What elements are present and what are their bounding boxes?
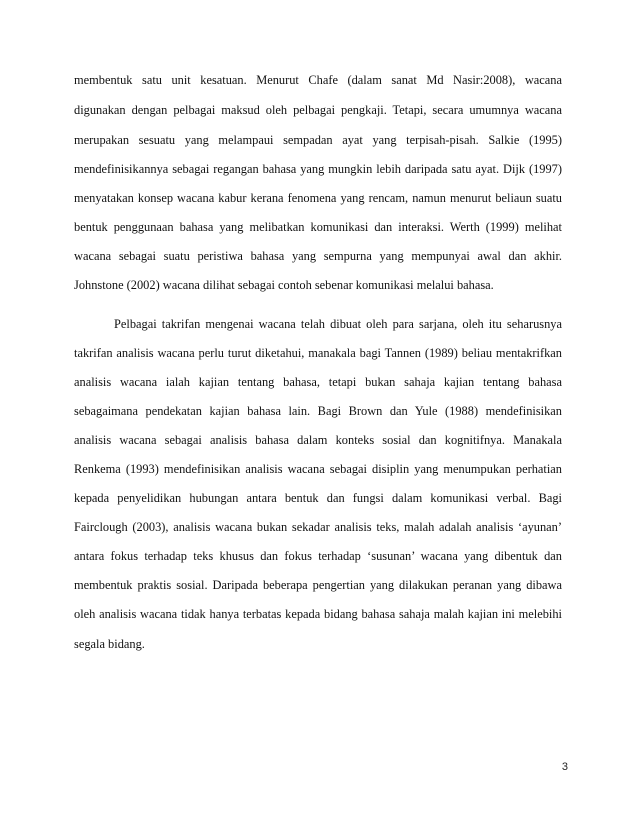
text-line: menyatakan konsep wacana kabur kerana fenomena yang rencam, namun menurut beliaun suatu bbox=[74, 191, 562, 205]
text-line: digunakan dengan pelbagai maksud oleh pelbagai pengkaji. Tetapi, secara umumnya wacana bbox=[74, 103, 562, 117]
page-number: 3 bbox=[561, 761, 568, 773]
text-line: wacana sebagai suatu peristiwa bahasa yang sempurna yang mempunyai awal dan akhir. bbox=[74, 249, 562, 263]
text-line: Fairclough (2003), analisis wacana bukan sekadar analisis teks, malah adalah analisis ‘ayunan’ bbox=[74, 520, 562, 534]
text-line: analisis wacana ialah kajian tentang bahasa, tetapi bukan sahaja kajian tentang bahasa bbox=[74, 375, 562, 389]
text-line: merupakan sesuatu yang melampaui sempadan ayat yang terpisah-pisah. Salkie (1995) bbox=[74, 133, 562, 147]
text-line: antara fokus terhadap teks khusus dan fokus terhadap ‘susunan’ wacana yang dibentuk dan bbox=[74, 549, 562, 563]
text-line: Pelbagai takrifan mengenai wacana telah dibuat oleh para sarjana, oleh itu seharusnya bbox=[114, 317, 562, 331]
text-line: mendefinisikannya sebagai regangan bahasa yang mungkin lebih daripada satu ayat. Dijk (1997) bbox=[74, 162, 562, 176]
text-line: oleh analisis wacana tidak hanya terbatas kepada bidang bahasa sahaja malah kajian ini melebihi bbox=[74, 607, 562, 621]
text-line: Johnstone (2002) wacana dilihat sebagai contoh sebenar komunikasi melalui bahasa. bbox=[74, 278, 494, 292]
text-line: kepada penyelidikan hubungan antara bentuk dan fungsi dalam komunikasi verbal. Bagi bbox=[74, 491, 562, 505]
text-line: takrifan analisis wacana perlu turut diketahui, manakala bagi Tannen (1989) beliau mentakrifkan bbox=[74, 346, 562, 360]
text-line: analisis wacana sebagai analisis bahasa dalam konteks sosial dan kognitifnya. Manakala bbox=[74, 433, 562, 447]
text-line: bentuk penggunaan bahasa yang melibatkan komunikasi dan interaksi. Werth (1999) melihat bbox=[74, 220, 562, 234]
text-line: sebagaimana pendekatan kajian bahasa lain. Bagi Brown dan Yule (1988) mendefinisikan bbox=[74, 404, 562, 418]
text-line: Renkema (1993) mendefinisikan analisis wacana sebagai disiplin yang menumpukan perhatian bbox=[74, 462, 562, 476]
text-line: membentuk satu unit kesatuan. Menurut Chafe (dalam sanat Md Nasir:2008), wacana bbox=[74, 73, 562, 87]
text-line: membentuk praktis sosial. Daripada beberapa pengertian yang dilakukan peranan yang dibawa bbox=[74, 578, 562, 592]
text-line: segala bidang. bbox=[74, 637, 145, 651]
